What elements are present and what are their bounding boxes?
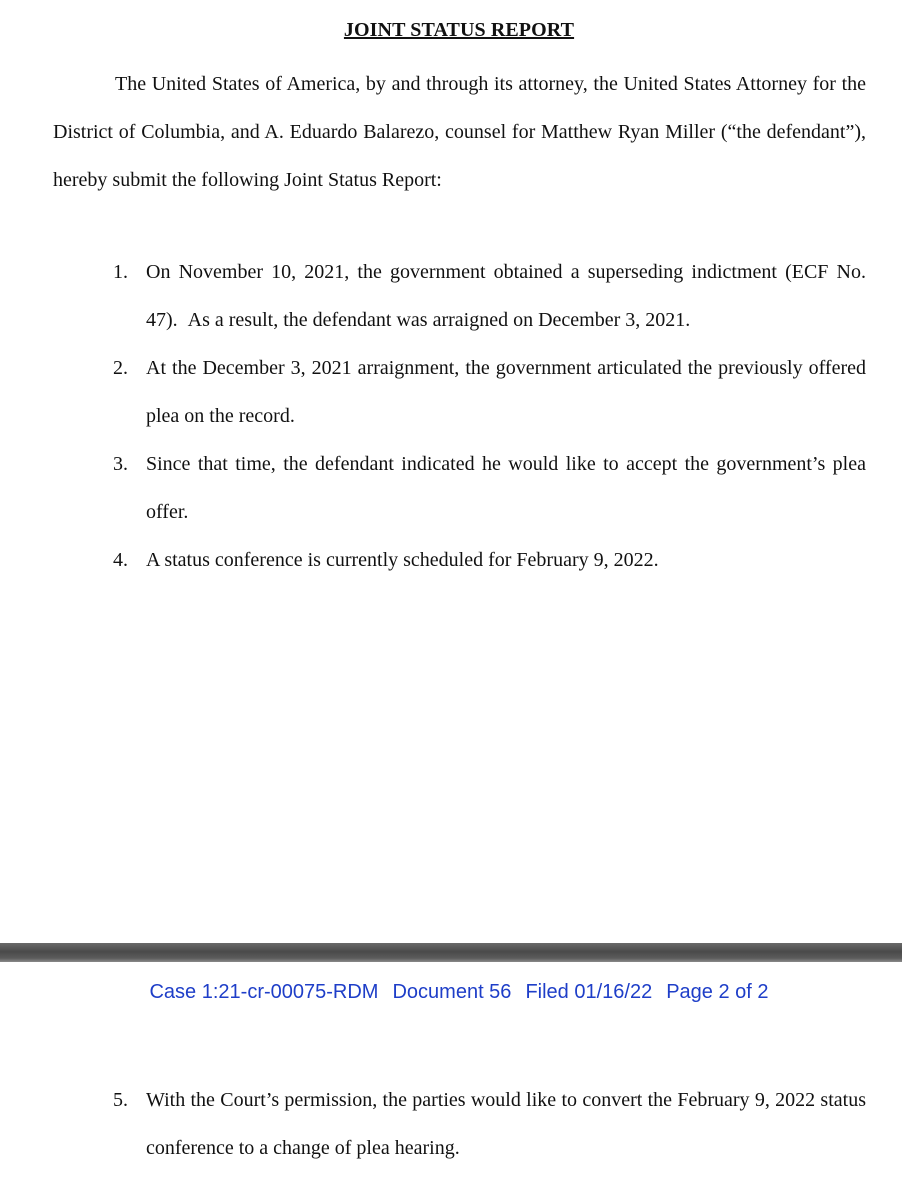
list-item-5: [0, 1076, 866, 1172]
list-item-text: At the December 3, 2021 arraignment, the government articulated the previously offered plea on the record.: [146, 357, 866, 427]
numbered-list: [0, 248, 902, 584]
ecf-document-number: Document 56: [392, 981, 512, 1003]
ecf-header: [0, 981, 902, 1004]
list-item-number: 4.: [113, 549, 128, 571]
intro-paragraph: The United States of America, by and through its attorney, the United States Attorney for the District of Columbia, and A. Eduardo Balarezo, counsel for Matthew Ryan Miller (“the defendant”), hereby submit the following Joint Status Report:: [53, 73, 866, 191]
list-item-text: With the Court’s permission, the parties would like to convert the February 9, 2022 status conference to a change of plea hearing.: [146, 1089, 866, 1159]
numbered-list-page-two: [0, 1076, 902, 1172]
ecf-case-number: Case 1:21-cr-00075-RDM: [149, 981, 379, 1003]
list-item-4: [0, 536, 866, 584]
ecf-filed-date: Filed 01/16/22: [525, 981, 653, 1003]
list-item-number: 3.: [113, 453, 128, 475]
list-item-number: 2.: [113, 357, 128, 379]
ecf-page-count: Page 2 of 2: [666, 981, 769, 1003]
list-item-text: Since that time, the defendant indicated he would like to accept the government’s plea offer.: [146, 453, 866, 523]
list-item-text: A status conference is currently scheduled for February 9, 2022.: [146, 549, 659, 571]
list-item-number: 1.: [113, 261, 128, 283]
list-item-text: On November 10, 2021, the government obtained a superseding indictment (ECF No. 47). As a result, the defendant was arraigned on December 3, 2021.: [146, 261, 866, 331]
document-title: JOINT STATUS REPORT: [343, 19, 575, 41]
list-item-1: [0, 248, 866, 344]
page-divider: [0, 943, 902, 962]
list-item-number: 5.: [113, 1089, 128, 1111]
list-item-2: [0, 344, 866, 440]
list-item-3: [0, 440, 866, 536]
